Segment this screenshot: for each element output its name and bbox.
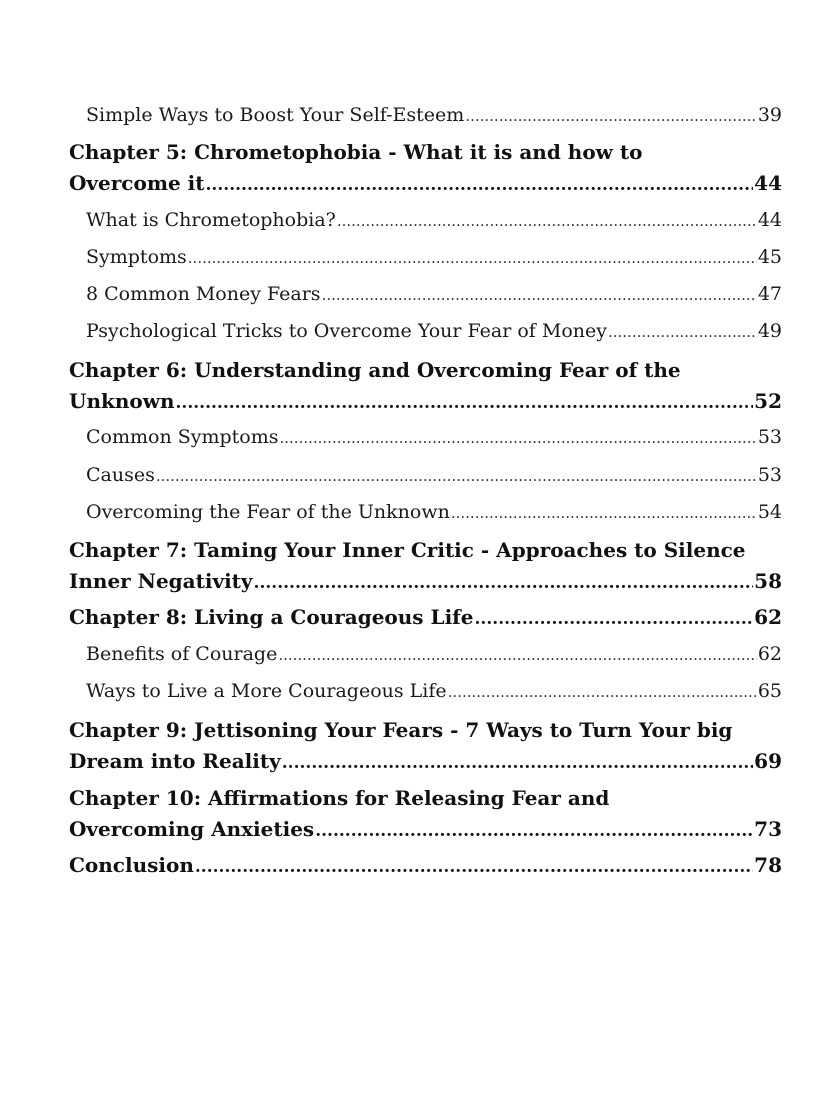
toc-entry-what-is-chrometophobia[interactable] [69, 209, 782, 240]
toc-line [69, 209, 782, 240]
toc-line [69, 853, 782, 884]
toc-entry-title: Benefits of Courage [86, 643, 278, 665]
toc-entry-chapter-6[interactable] [69, 358, 782, 420]
dot-leader [337, 212, 757, 230]
dot-leader [188, 249, 757, 267]
toc-page-number: 65 [757, 680, 782, 702]
toc-entry-title: Simple Ways to Boost Your Self-Esteem [86, 104, 465, 126]
toc-page-number: 49 [757, 320, 782, 342]
toc-line [69, 283, 782, 314]
toc-entry-title: Chapter 7: Taming Your Inner Critic - Approaches to Silence [69, 538, 746, 562]
toc-page-number: 78 [754, 853, 782, 877]
toc-line [69, 464, 782, 495]
toc-line [69, 140, 782, 171]
toc-page-number: 69 [754, 749, 782, 773]
dot-leader [465, 107, 757, 125]
toc-entry-title: Psychological Tricks to Overcome Your Fear of Money [86, 320, 607, 342]
toc-entry-chapter-9[interactable] [69, 718, 782, 780]
toc-page-number: 44 [754, 171, 782, 195]
toc-page-number: 39 [757, 104, 782, 126]
toc-line [69, 680, 782, 711]
toc-page-number: 58 [754, 569, 782, 593]
toc-entry-chapter-10[interactable] [69, 786, 782, 848]
toc-entry-common-symptoms[interactable] [69, 426, 782, 457]
dot-leader [254, 573, 754, 593]
toc-entry-symptoms[interactable] [69, 246, 782, 277]
toc-page-number: 44 [757, 209, 782, 231]
toc-entry-title-cont: Inner Negativity [69, 569, 253, 593]
toc-entry-money-fears[interactable] [69, 283, 782, 314]
toc-entry-title: Common Symptoms [86, 426, 279, 448]
toc-line [69, 501, 782, 532]
toc-entry-ways-to-live[interactable] [69, 680, 782, 711]
toc-line [69, 817, 782, 848]
toc-page-number: 45 [757, 246, 782, 268]
toc-entry-title: Symptoms [86, 246, 187, 268]
toc-page-number: 73 [754, 817, 782, 841]
toc-entry-title: Conclusion [69, 853, 194, 877]
toc-entry-title: Chapter 9: Jettisoning Your Fears - 7 Ways to Turn Your big [69, 718, 733, 742]
toc-line [69, 389, 782, 420]
toc-entry-causes[interactable] [69, 464, 782, 495]
toc-page-number: 47 [757, 283, 782, 305]
toc-entry-self-esteem[interactable] [69, 104, 782, 135]
toc-entry-title-cont: Dream into Reality [69, 749, 281, 773]
toc-entry-title: Causes [86, 464, 155, 486]
dot-leader [175, 393, 753, 413]
toc-line [69, 358, 782, 389]
dot-leader [448, 683, 757, 701]
toc-line [69, 569, 782, 600]
toc-line [69, 786, 782, 817]
toc-line [69, 643, 782, 674]
toc-entry-title-cont: Overcome it [69, 171, 205, 195]
toc-page-number: 54 [757, 501, 782, 523]
toc-entry-title: What is Chrometophobia? [86, 209, 336, 231]
toc-page-number: 53 [757, 464, 782, 486]
dot-leader [322, 286, 757, 304]
toc-entry-conclusion[interactable] [69, 853, 782, 884]
toc-line [69, 171, 782, 202]
toc-page-number: 53 [757, 426, 782, 448]
toc-entry-chapter-8[interactable] [69, 605, 782, 636]
toc-entry-title: Overcoming the Fear of the Unknown [86, 501, 450, 523]
dot-leader [280, 429, 757, 447]
toc-entry-chapter-5[interactable] [69, 140, 782, 202]
toc-line [69, 749, 782, 780]
toc-page-number: 52 [754, 389, 782, 413]
toc-entry-overcoming-unknown[interactable] [69, 501, 782, 532]
toc-entry-title: Chapter 10: Affirmations for Releasing Fear and [69, 786, 610, 810]
toc-line [69, 426, 782, 457]
toc-line [69, 104, 782, 135]
toc-line [69, 320, 782, 351]
dot-leader [278, 646, 756, 664]
toc-entry-title-cont: Overcoming Anxieties [69, 817, 315, 841]
toc-page-number: 62 [757, 643, 782, 665]
toc-line [69, 718, 782, 749]
dot-leader [206, 175, 754, 195]
dot-leader [195, 857, 753, 877]
toc-entry-title: Chapter 6: Understanding and Overcoming Fear of the [69, 358, 681, 382]
toc-page-number: 62 [754, 605, 782, 629]
toc-entry-chapter-7[interactable] [69, 538, 782, 600]
toc-entry-title: Chapter 8: Living a Courageous Life [69, 605, 474, 629]
toc-line [69, 246, 782, 277]
toc-entry-title-cont: Unknown [69, 389, 175, 413]
toc-entry-benefits-of-courage[interactable] [69, 643, 782, 674]
dot-leader [608, 323, 757, 341]
toc-entry-title: 8 Common Money Fears [86, 283, 321, 305]
toc-entry-title: Ways to Live a More Courageous Life [86, 680, 447, 702]
toc-line [69, 605, 782, 636]
toc-entry-psychological-tricks[interactable] [69, 320, 782, 351]
dot-leader [156, 467, 757, 485]
dot-leader [315, 821, 753, 841]
dot-leader [282, 753, 753, 773]
dot-leader [475, 609, 754, 629]
toc-line [69, 538, 782, 569]
dot-leader [451, 504, 757, 522]
toc-entry-title: Chapter 5: Chrometophobia - What it is and how to [69, 140, 643, 164]
